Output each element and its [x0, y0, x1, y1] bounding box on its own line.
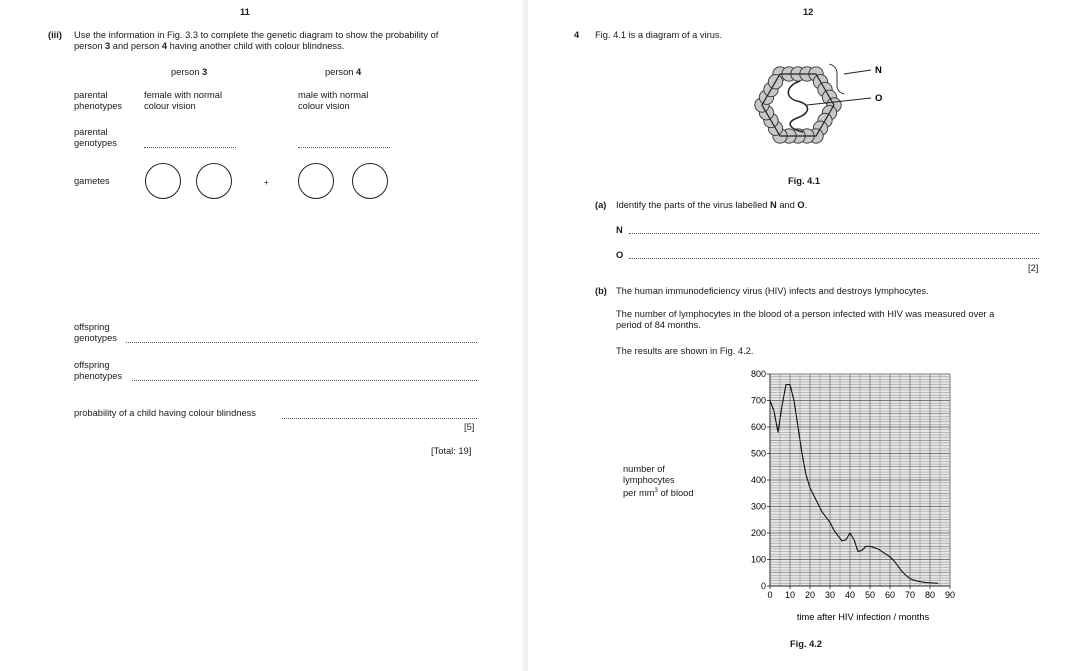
part-b-paragraph-2: The results are shown in Fig. 4.2.	[616, 346, 754, 356]
y-tick-label-600: 600	[750, 422, 766, 432]
virus-nucleic-acid	[788, 81, 807, 132]
label-n-line	[844, 70, 871, 74]
y-axis-label: number of lymphocytes per $mm^3$ of blood	[623, 464, 694, 499]
x-tick-label-20: 20	[804, 590, 816, 600]
x-tick-label-80: 80	[924, 590, 936, 600]
person-3-genotype-answer-line[interactable]	[144, 147, 236, 148]
chart-grid	[770, 374, 950, 586]
lymphocyte-chart	[708, 362, 998, 627]
y-tick-label-700: 700	[750, 395, 766, 406]
label-n: N	[875, 65, 882, 76]
marks-5: [5]	[464, 422, 475, 432]
gamete-circle-4[interactable]	[352, 163, 388, 199]
x-tick-label-0: 0	[767, 590, 773, 600]
virus-diagram	[733, 48, 893, 168]
gamete-circle-2[interactable]	[196, 163, 232, 199]
person-4-genotype-answer-line[interactable]	[298, 147, 390, 148]
x-tick-label-50: 50	[864, 590, 876, 600]
offspring-phenotypes-answer-line[interactable]	[132, 380, 477, 381]
person-4-heading: person 4	[325, 67, 362, 77]
y-tick-label-200: 200	[750, 528, 766, 538]
x-tick-label-90: 90	[944, 590, 956, 600]
parental-genotypes-label: parental genotypes	[74, 127, 117, 148]
question-number: 4	[574, 30, 580, 40]
y-tick-label-800: 800	[750, 369, 766, 379]
instruction-line-1: Use the information in Fig. 3.3 to complete the genetic diagram to show the probability of	[74, 30, 439, 40]
total-marks: [Total: 19]	[431, 446, 472, 456]
page-12	[528, 0, 1080, 671]
fig-4-2-caption: Fig. 4.2	[790, 639, 823, 649]
y-tick-label-0: 0	[760, 581, 766, 591]
answer-o-label: O	[616, 250, 624, 260]
x-tick-label-40: 40	[844, 590, 856, 600]
y-tick-label-300: 300	[750, 501, 766, 512]
page-number: 12	[803, 7, 814, 17]
x-tick-label-30: 30	[824, 590, 836, 600]
page-number: 11	[240, 7, 250, 17]
x-tick-label-70: 70	[904, 590, 916, 600]
probability-answer-line[interactable]	[282, 418, 477, 419]
person-3-heading: person 3	[171, 67, 208, 77]
y-tick-label-500: 500	[750, 448, 766, 459]
virus-capsid-proteins	[755, 67, 841, 143]
answer-o-line[interactable]	[629, 258, 1039, 259]
part-label: (iii)	[48, 30, 62, 40]
person-4-phenotype: male with normal colour vision	[298, 90, 369, 111]
parental-phenotypes-label: parental phenotypes	[74, 90, 123, 111]
answer-n-line[interactable]	[629, 233, 1039, 234]
part-a-text: Identify the parts of the virus labelled N and O.	[616, 200, 808, 210]
cross-symbol: +	[264, 178, 269, 187]
part-b-paragraph-1: The number of lymphocytes in the blood of a person infected with HIV was measured over a period of 84 months.	[616, 309, 995, 330]
page-11	[0, 0, 523, 671]
fig-4-1-caption: Fig. 4.1	[788, 176, 821, 186]
marks-2: [2]	[1028, 263, 1039, 273]
part-b-text: The human immunodeficiency virus (HIV) infects and destroys lymphocytes.	[616, 286, 929, 296]
x-tick-label-60: 60	[884, 590, 896, 600]
x-axis-label: time after HIV infection / months	[796, 612, 930, 622]
part-b-label: (b)	[595, 286, 607, 296]
answer-n-label: N	[616, 225, 623, 235]
person-3-phenotype: female with normal colour vision	[144, 90, 223, 111]
y-tick-label-400: 400	[750, 475, 766, 485]
offspring-phenotypes-label: offspring phenotypes	[74, 360, 123, 381]
question-intro: Fig. 4.1 is a diagram of a virus.	[595, 30, 723, 40]
gametes-label: gametes	[74, 176, 110, 186]
label-o: O	[875, 93, 883, 104]
x-tick-label-10: 10	[784, 590, 796, 600]
probability-label: probability of a child having colour blindness	[74, 408, 256, 418]
y-tick-label-100: 100	[750, 554, 766, 565]
offspring-genotypes-answer-line[interactable]	[126, 342, 477, 343]
gamete-circle-3[interactable]	[298, 163, 334, 199]
instruction-line-2: person 3 and person 4 having another child with colour blindness.	[74, 41, 345, 51]
part-a-label: (a)	[595, 200, 607, 210]
gamete-circle-1[interactable]	[145, 163, 181, 199]
chart-ticks	[751, 369, 955, 600]
offspring-genotypes-label: offspring genotypes	[74, 322, 117, 343]
